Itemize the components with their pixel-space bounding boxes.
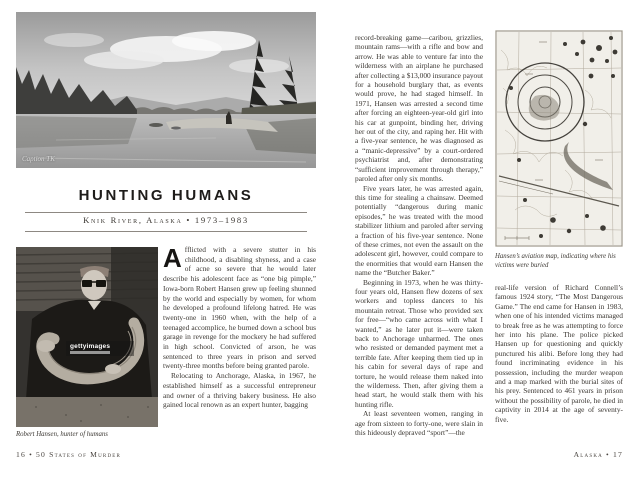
col2-paragraph-1: real-life version of Richard Connell’s famous 1924 story, “The Most Dangerous Game.” The end came for Hansen in 1983, when one of his intended victims managed to break free as he was attempting to force her into his plane. The police picked Hansen up for questioning and quickly punctured his alibi. Before long they had found incriminating evidence in his possession, including the murder weapon and a map marked with the burial sites of his prey. Sentenced to 461 years in prison without the possibility of parole, he died in captivity in 2014 at the age of seventy-five. (495, 283, 623, 424)
body-paragraph-1-text: fflicted with a severe stutter in his childhood, a disabling shyness, and a case of acne so severe that he would later describe his adolescent face as “one big pimple,” Iowa-born Robert Hansen grew up feeling shunned by the world and especially by women, for whom he developed a profound lifelong hatred. He was twenty-one in 1960 when, with the help of a teenaged accomplice, he burned down a school bus garage in revenge for the mockery he had suffered in high school. Convicted of arson, he was sentenced to three years in prison and served twenty-three months before being granted parole. (163, 245, 316, 371)
col1-paragraph-1: record-breaking game—caribou, grizzlies, mountain rams—with a rifle and bow and arrow. He was able to venture far into the wilderness with an airplane he purchased after collecting a $13,000 insurance payout for a household burglary that, as events would prove, he had staged himself. In 1971, Hansen was arrested a second time after forcing an eighteen-year-old girl into his car at gunpoint, binding her, driving her out of the city, and raping her. Hit with a five-year sentence, he was diagnosed as a “manic-depressive” by a court-ordered psychiatrist and, after demonstrating “sufficient improvement through therapy,” paroled after only six months. (355, 33, 483, 184)
getty-watermark (66, 341, 134, 356)
getty-watermark-text: gettyimages (70, 343, 111, 350)
hansen-portrait-art (16, 247, 158, 427)
col1-paragraph-2: Five years later, he was arrested again, this time for stealing a chainsaw. Deemed potentially “dangerous during manic episodes,” he was treated with the mood stabilizer lithium and paroled after serving a fraction of his five-year sentence. None of these crimes, not even the assault on the adolescent girl, however, could compare to the enormities that would earn Hansen the name the “Butcher Baker.” (355, 183, 483, 278)
right-page-column-1 (355, 33, 483, 445)
aviation-map-art (495, 30, 623, 247)
right-page (330, 0, 640, 480)
knik-river-photo-art (16, 12, 316, 168)
drop-cap: A (163, 243, 182, 273)
subtitle-rule-bottom (25, 231, 307, 232)
knik-river-photo (16, 12, 316, 168)
col1-paragraph-3: Beginning in 1973, when he was thirty-four years old, Hansen flew dozens of sex workers and topless dancers to his mountain retreat. Those who provided sex for free—“who came across with what I wanted,” as he later put it—were taken back to Anchorage unharmed. The ones who resisted or demanded payment met a terrible fate. After keeping them tied up in his cabin for several days of rape and torture, he would release them naked into the wilderness. Then, after giving them a head start, he would stalk them with his hunting rifle. (355, 277, 483, 409)
footer-left: 16 • 50 States of Murder (16, 450, 122, 459)
left-page-body (163, 245, 316, 445)
map-caption: Hansen’s aviation map, indicating where his victims were buried (495, 253, 616, 269)
hansen-portrait-photo (16, 247, 158, 427)
aviation-map-photo (495, 30, 623, 247)
getty-credit-bar (70, 351, 110, 354)
chapter-subtitle: Knik River, Alaska • 1973–1983 (83, 215, 249, 225)
body-paragraph-1 (163, 245, 316, 371)
col1-paragraph-4: At least seventeen women, ranging in age from sixteen to forty-one, were slain in this hideously depraved “sport”—the (355, 409, 483, 438)
footer-right: Alaska • 17 (573, 450, 623, 459)
portrait-caption: Robert Hansen, hunter of humans (16, 431, 108, 438)
right-page-column-2 (495, 283, 623, 443)
subtitle-rule-top (25, 212, 307, 213)
landscape-photo-caption: Caption TK (22, 155, 55, 163)
chapter-title: HUNTING HUMANS (78, 187, 254, 204)
body-paragraph-2: Relocating to Anchorage, Alaska, in 1967, he established himself as a successful entrepreneur and owner of a thriving bakery business. He also gained local renown as an expert hunter, bagging (163, 371, 316, 410)
